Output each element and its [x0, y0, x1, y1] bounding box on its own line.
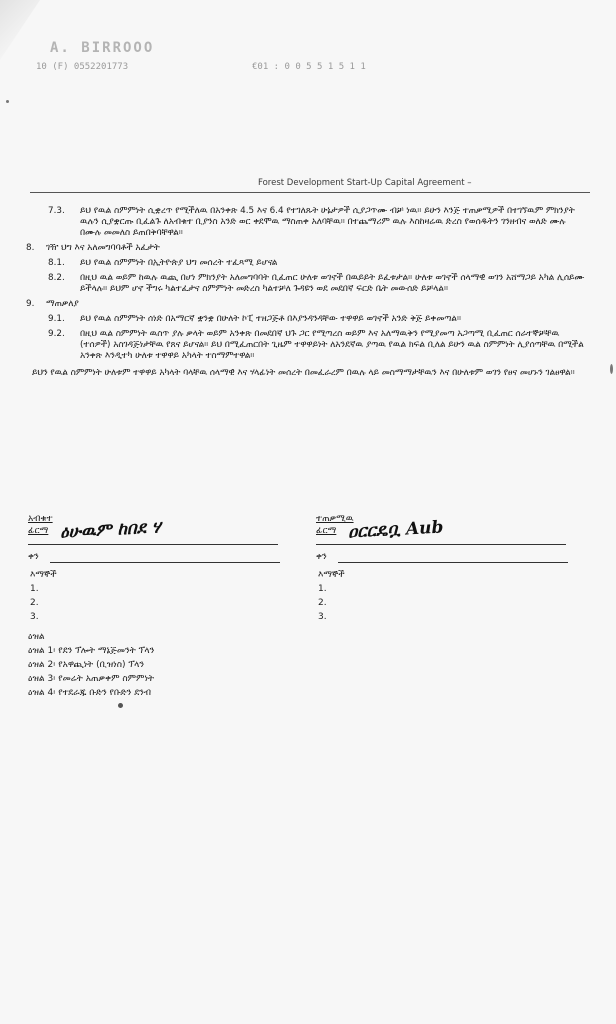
clause-text: በዚህ ዉል ስምምነት ዉስጥ ያሉ ቃላት ወይም አንቀጽ በመደበኛ ህጉ ጋር የሚጣረስ ወይም እና አለማዉቅን የሚያመጣ አጋጣሚ ቢፈጠር ሰራተኞቻቸዉ (ተሰዎች) አስገዳጅነታቸዉ የጸና ይሆናል። ይህ በሚፈጠርበት ጊዜም ተዋዋይነት ለአንደኛዉ ያጣዉ የዉል ክፍል ቢለል ይሁን ዉል ስምምነት ሊያሰጣቸዉ በሚችል አንቀጽ እንዲተካ ሁለቱ ተዋዋይ አካላት ተስማምተዋል። — [80, 329, 584, 361]
clause-text: ይህ የዉል ስምምነት ሰነድ በአማርኛ ቋንቋ በሁለት ኮፒ ተዘጋጅቶ በእያንዳንዳቸው ተዋዋይ ወገኖች አንድ ቅጅ ይቀመጣል። — [80, 314, 461, 324]
faded-letterhead — [30, 40, 590, 80]
witness-label: እማኞች — [30, 570, 57, 580]
annex-title: ዕዝል — [28, 632, 45, 642]
annex-list — [28, 630, 154, 700]
clause-7-3 — [22, 206, 588, 239]
party-role: አብቁተ — [28, 514, 53, 524]
clause-text: ይህ የዉል ስምምነት በኢትዮጵያ ህግ መሰረት ተፈጻሚ ይሆናል — [80, 258, 278, 268]
scan-speck — [6, 100, 9, 103]
witness-list — [316, 570, 576, 622]
clause-8 — [22, 243, 588, 254]
clause-text: በዚህ ዉል ወይም ከዉሉ ዉጪ በሆነ ምክንያት አለመግባባት ቢፈጠር ሁለቱ ወገኖች በዉይይት ይፈቱታል። ሁለቱ ወገኖች ሰላማዊ ወገን አሸማጋይ አካል ሊሰይሙ ይችላሉ። ይህም ሆኖ ችግሩ ካልተፈታና ስምምነት መድረስ ካልተቻለ ጉዳዩን ወደ መደበኛ ፍርድ ቤት መውሰድ ይቻላል። — [80, 273, 585, 294]
date-rule — [50, 562, 280, 563]
witness-list — [28, 570, 288, 622]
clause-number: 8. — [26, 243, 35, 253]
clauses-body — [22, 206, 588, 379]
clause-9-1 — [22, 314, 588, 325]
clause-number: 9.2. — [48, 329, 65, 339]
faded-reference: 10 (F) 0552201773 — [36, 62, 129, 72]
ink-dot — [118, 703, 123, 708]
date-label: ቀን — [28, 552, 39, 562]
clause-heading: ገዥ ህግ እና አለመግባባቶች አፈታት — [46, 243, 160, 253]
annex-item-4: ዕዝል 4፡ የተደራጁ ቡድን የቡድን ደንብ — [28, 688, 151, 698]
date-line — [316, 552, 576, 562]
faded-logo: A. BIRROOO — [50, 40, 155, 56]
faded-reference-2: €01 : 0 0 5 5 1 5 1 1 — [252, 62, 366, 72]
signature-right — [316, 514, 576, 622]
handwritten-signature: ዕሁዉም ከበደ ሃ — [59, 517, 162, 543]
witness-3: 3. — [30, 612, 39, 622]
witness-2: 2. — [318, 598, 327, 608]
annex-item-1: ዕዝል 1፡ የደን ፕሎት ማኔጅመንት ፕላን — [28, 646, 155, 656]
closing-statement: ይህን የዉል ስምምነት ሁለቱም ተዋዋይ አካላት ባላቸዉ ሰላማዊ እና ሃላፊነት መሰረት በመፈራረም በዉሉ ላይ መስማማታቸዉን እና በሁለቱም ወገን የፀና መሆኑን ገልፀዋል። — [32, 368, 575, 378]
witness-3: 3. — [318, 612, 327, 622]
clause-8-1 — [22, 258, 588, 269]
clause-number: 7.3. — [48, 206, 65, 216]
party-role: ተጠቃሚዉ — [316, 514, 354, 524]
witness-1: 1. — [318, 584, 327, 594]
running-header: Forest Development Start-Up Capital Agreement – — [258, 178, 472, 188]
witness-2: 2. — [30, 598, 39, 608]
signature-rule — [28, 544, 278, 545]
date-rule — [338, 562, 568, 563]
clause-text: ይህ የዉል ስምምነት ሲቋረጥ የሚችለዉ በአንቀጽ 4.5 እና 6.4 የተገለጹት ሁኔታዎች ሲያጋጥሙ ብቻ ነዉ። ይሁን እንጅ ተጠቃሚዎች በተገኘዉም ምክንያት ዉሉን ሲያቋርጡ ቢፈልጉ ለአብቁተ ቢያንስ አንድ ወር ቀደሞዉ ማስጠቀ አለባቸዉ። በተጨማሪም ዉሉ እስከዛሬዉ ድረስ የወሰዱትን ገንዘብና ወለድ ሙሉ በሙሉ መመለስ ይጠበቅባቸዋል። — [80, 206, 575, 238]
clause-number: 9.1. — [48, 314, 65, 324]
clause-9 — [22, 299, 588, 310]
header-divider — [30, 192, 590, 193]
clause-number: 8.1. — [48, 258, 65, 268]
clause-9-2 — [22, 329, 588, 362]
date-label: ቀን — [316, 552, 327, 562]
signature-label: ፊርማ — [28, 526, 49, 536]
clause-heading: ማጠቃለያ — [46, 299, 79, 309]
clause-number: 9. — [26, 299, 35, 309]
signature-rule — [316, 544, 566, 545]
witness-1: 1. — [30, 584, 39, 594]
annex-item-2: ዕዝል 2፡ የአዋጪነት (ቢዝነስ) ፕላን — [28, 660, 145, 670]
clause-number: 8.2. — [48, 273, 65, 283]
signature-label: ፊርማ — [316, 526, 337, 536]
clause-8-2 — [22, 273, 588, 295]
annex-item-3: ዕዝል 3፡ የመሬት አጠቃቀም ስምምነት — [28, 674, 155, 684]
signature-left — [28, 514, 288, 622]
scan-speck — [610, 364, 613, 374]
witness-label: እማኞች — [318, 570, 345, 580]
handwritten-signature: ዐርርዴቧ Aub — [347, 517, 444, 543]
date-line — [28, 552, 288, 562]
